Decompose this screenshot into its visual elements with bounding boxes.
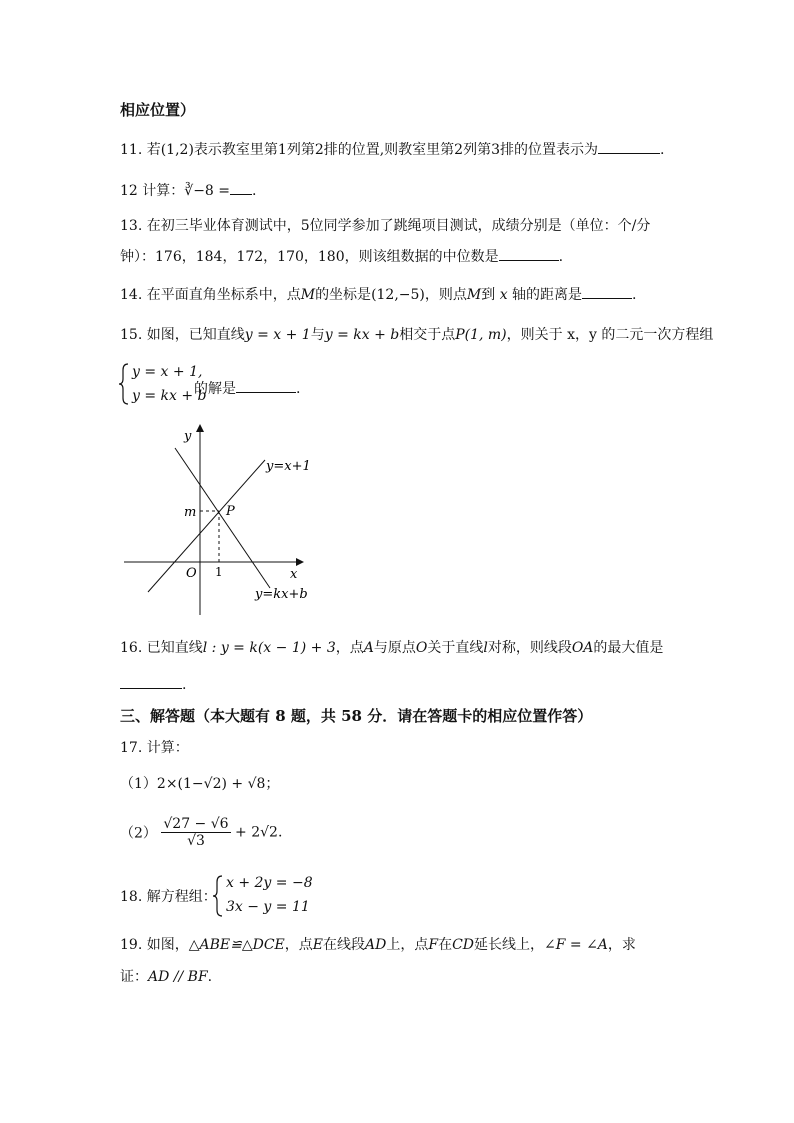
system-equation-1: x + 2y = −8 xyxy=(226,875,313,891)
question-19-line-2: 证：AD // BF. xyxy=(120,969,213,985)
system-equation-2: y = kx + b xyxy=(132,388,207,404)
question-17: 17. 计算： xyxy=(120,740,189,756)
question-15: 15. 如图，已知直线y = x + 1与y = kx + b相交于点P(1, m)，则关于 x，y 的二元一次方程组 xyxy=(120,327,714,343)
label-P: P xyxy=(226,504,235,519)
fraction: $\frac{√27 - √6}{√3}$ xyxy=(163,816,229,849)
question-13-line-1: 13. 在初三毕业体育测试中，5位同学参加了跳绳项目测试，成绩分别是（单位：个/分 xyxy=(120,218,651,234)
brace-icon xyxy=(212,874,224,918)
label-m: m xyxy=(184,505,197,520)
label-y: y xyxy=(184,429,192,444)
question-17-part-1: （1）2×(1−√2) + √8； xyxy=(120,776,280,792)
question-16: 16. 已知直线l : y = k(x − 1) + 3，点A与原点O关于直线l对称，则线段OA的最大值是 xyxy=(120,640,664,656)
system-equation-2: 3x − y = 11 xyxy=(226,899,310,915)
question-14: 14. 在平面直角坐标系中，点M的坐标是(12,−5)，则点M到 x 轴的距离是 . xyxy=(120,284,637,305)
label-x: x xyxy=(290,567,298,582)
question-15-answer: 的解是 . xyxy=(194,378,300,399)
label-line-1: y=x+1 xyxy=(266,459,311,474)
system-equation-1: y = x + 1, xyxy=(132,364,203,380)
graph-figure xyxy=(120,420,340,620)
label-one: 1 xyxy=(215,565,223,579)
question-11: 11. 若(1,2)表示教室里第1列第2排的位置,则教室里第2列第3排的位置表示为 . xyxy=(120,139,664,160)
question-16-answer-line: . xyxy=(120,674,186,695)
section-3-heading: 三、解答题（本大题有 8 题，共 58 分．请在答题卡的相应位置作答） xyxy=(120,707,593,725)
label-origin: O xyxy=(186,566,197,581)
brace-icon xyxy=(118,362,130,406)
question-17-part-2: （2） $\frac{√27 - √6}{√3}$ + 2√2. xyxy=(120,816,283,849)
question-18: 18. 解方程组： xyxy=(120,889,217,905)
question-13-line-2: 钟）：176，184，172，170，180，则该组数据的中位数是 . xyxy=(120,246,563,267)
section-tail-heading: 相应位置） xyxy=(120,101,196,119)
label-line-2: y=kx+b xyxy=(255,587,308,602)
question-19-line-1: 19. 如图，△ABE≌△DCE，点E在线段AD上，点F在CD延长线上，∠F = ∠A，求 xyxy=(120,937,636,953)
line-y-equals-x-plus-1 xyxy=(148,460,265,592)
question-12: 12 计算：∛−8 = . xyxy=(120,180,256,201)
